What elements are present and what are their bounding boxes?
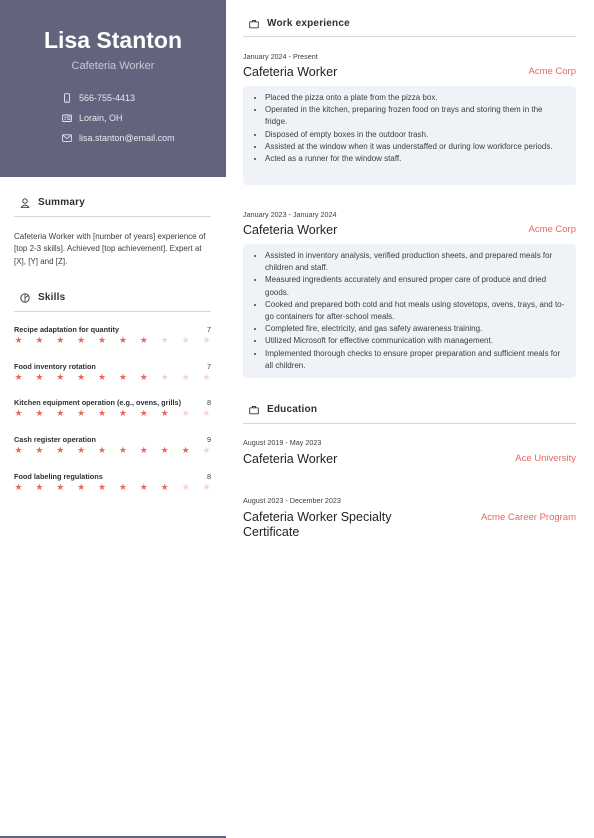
star-filled-icon: ★ xyxy=(14,372,23,382)
star-filled-icon: ★ xyxy=(14,482,23,492)
education-divider xyxy=(243,423,576,424)
star-filled-icon: ★ xyxy=(77,372,86,382)
star-filled-icon: ★ xyxy=(139,445,148,455)
star-filled-icon: ★ xyxy=(160,445,169,455)
star-filled-icon: ★ xyxy=(77,335,86,345)
skill-name: Food labeling regulations xyxy=(14,472,103,481)
star-filled-icon: ★ xyxy=(35,482,44,492)
skill-item xyxy=(14,435,211,461)
education-entry-title: Cafeteria Worker xyxy=(243,452,338,466)
skills-divider xyxy=(14,311,211,312)
email-text: lisa.stanton@email.com xyxy=(79,133,175,143)
skill-stars xyxy=(14,446,211,455)
candidate-title: Cafeteria Worker xyxy=(71,60,155,72)
summary-heading-label: Summary xyxy=(38,197,85,208)
skill-level: 8 xyxy=(206,472,211,481)
star-filled-icon: ★ xyxy=(56,335,65,345)
star-filled-icon: ★ xyxy=(56,482,65,492)
education-heading xyxy=(249,404,317,415)
star-filled-icon: ★ xyxy=(35,335,44,345)
bullet-item: • Completed fire, electricity, and gas safety awareness training. xyxy=(265,323,566,335)
star-filled-icon: ★ xyxy=(98,445,107,455)
star-empty-icon: ★ xyxy=(181,482,190,492)
star-filled-icon: ★ xyxy=(14,335,23,345)
bullet-item: • Operated in the kitchen, preparing frozen food on trays and storing them in the fridge. xyxy=(265,104,566,128)
location-icon xyxy=(62,113,72,123)
star-filled-icon: ★ xyxy=(118,335,127,345)
star-filled-icon: ★ xyxy=(56,408,65,418)
star-filled-icon: ★ xyxy=(118,445,127,455)
skill-item xyxy=(14,472,211,498)
work-entry-bullets xyxy=(243,86,576,185)
work-entry-date: January 2023 - January 2024 xyxy=(243,210,337,219)
skill-stars xyxy=(14,336,211,345)
briefcase-icon xyxy=(249,405,259,415)
work-entry-bullets xyxy=(243,244,576,378)
user-icon xyxy=(20,198,30,208)
education-entry-date: August 2019 - May 2023 xyxy=(243,438,322,447)
bullet-item: • Assisted in inventory analysis, verified production sheets, and prepared meals for children and staff. xyxy=(265,250,566,274)
bullet-item: • Acted as a runner for the window staff. xyxy=(265,153,566,165)
skills-heading-label: Skills xyxy=(38,292,66,303)
skill-level: 7 xyxy=(206,362,211,371)
bullet-item: • Disposed of empty boxes in the outdoor trash. xyxy=(265,129,566,141)
location-text: Lorain, OH xyxy=(79,113,123,123)
star-filled-icon: ★ xyxy=(56,372,65,382)
summary-heading xyxy=(20,197,85,208)
summary-text: Cafeteria Worker with [number of years] experience of [top 2-3 skills]. Achieved [top achievement]. Expert at [X], [Y] and [Z]. xyxy=(14,232,206,266)
star-filled-icon: ★ xyxy=(139,372,148,382)
education-heading-label: Education xyxy=(267,404,318,415)
email-icon xyxy=(62,133,72,143)
skills-icon xyxy=(20,293,30,303)
candidate-name: Lisa Stanton xyxy=(43,27,182,53)
bullet-item: • Implemented thorough checks to ensure proper preparation and sufficient meals for all children. xyxy=(265,348,566,372)
star-filled-icon: ★ xyxy=(35,445,44,455)
star-filled-icon: ★ xyxy=(98,372,107,382)
work-entry-org: Acme Corp xyxy=(528,224,576,235)
contact-location xyxy=(62,111,123,125)
star-empty-icon: ★ xyxy=(181,372,190,382)
skill-name: Kitchen equipment operation (e.g., ovens, grills) xyxy=(14,398,182,407)
star-filled-icon: ★ xyxy=(98,408,107,418)
star-filled-icon: ★ xyxy=(35,372,44,382)
star-empty-icon: ★ xyxy=(202,445,211,455)
skill-name: Recipe adaptation for quantity xyxy=(14,325,120,334)
profile-header xyxy=(0,0,226,177)
star-filled-icon: ★ xyxy=(77,445,86,455)
star-filled-icon: ★ xyxy=(98,482,107,492)
star-empty-icon: ★ xyxy=(202,335,211,345)
education-entry-org: Ace University xyxy=(515,453,576,464)
phone-text: 566-755-4413 xyxy=(79,93,136,103)
skill-stars xyxy=(14,373,211,382)
star-filled-icon: ★ xyxy=(98,335,107,345)
work-heading xyxy=(249,18,350,29)
star-filled-icon: ★ xyxy=(118,372,127,382)
work-entry-org: Acme Corp xyxy=(528,66,576,77)
education-entry-date: August 2023 - December 2023 xyxy=(243,496,341,505)
star-filled-icon: ★ xyxy=(118,482,127,492)
star-filled-icon: ★ xyxy=(181,445,190,455)
left-column xyxy=(0,0,226,838)
star-empty-icon: ★ xyxy=(181,335,190,345)
skills-heading xyxy=(20,292,65,303)
phone-icon xyxy=(62,93,72,103)
bullet-item: • Assisted at the window when it was understaffed or during low workforce periods. xyxy=(265,141,566,153)
star-empty-icon: ★ xyxy=(181,408,190,418)
skill-stars xyxy=(14,409,211,418)
skill-level: 9 xyxy=(206,435,211,444)
bullet-item: • Utilized Microsoft for effective communication with management. xyxy=(265,335,566,347)
star-filled-icon: ★ xyxy=(139,408,148,418)
star-filled-icon: ★ xyxy=(160,408,169,418)
skill-level: 7 xyxy=(206,325,211,334)
star-filled-icon: ★ xyxy=(56,445,65,455)
star-filled-icon: ★ xyxy=(14,408,23,418)
bullet-item: • Cooked and prepared both cold and hot meals using stovetops, ovens, trays, and to-go containers for after-school meals. xyxy=(265,299,566,323)
contact-phone xyxy=(62,91,135,105)
star-filled-icon: ★ xyxy=(77,408,86,418)
work-entry-title: Cafeteria Worker xyxy=(243,223,338,237)
briefcase-icon xyxy=(249,19,259,29)
skill-name: Food inventory rotation xyxy=(14,362,96,371)
star-filled-icon: ★ xyxy=(139,335,148,345)
star-empty-icon: ★ xyxy=(202,482,211,492)
star-filled-icon: ★ xyxy=(139,482,148,492)
work-heading-label: Work experience xyxy=(267,18,350,29)
skill-stars xyxy=(14,483,211,492)
star-filled-icon: ★ xyxy=(14,445,23,455)
skill-name: Cash register operation xyxy=(14,435,96,444)
skill-level: 8 xyxy=(206,398,211,407)
skill-item xyxy=(14,398,211,424)
education-entry-title: Cafeteria Worker Specialty Certificate xyxy=(243,510,392,539)
star-empty-icon: ★ xyxy=(160,372,169,382)
bullet-item: • Measured ingredients accurately and ensured proper care of produce and dried goods. xyxy=(265,274,566,298)
work-entry-title: Cafeteria Worker xyxy=(243,65,338,79)
star-empty-icon: ★ xyxy=(202,372,211,382)
star-filled-icon: ★ xyxy=(35,408,44,418)
work-entry-date: January 2024 - Present xyxy=(243,52,318,61)
contact-email xyxy=(62,131,175,145)
bullet-item: • Placed the pizza onto a plate from the pizza box. xyxy=(265,92,566,104)
star-filled-icon: ★ xyxy=(77,482,86,492)
skill-item xyxy=(14,325,211,351)
star-empty-icon: ★ xyxy=(202,408,211,418)
star-empty-icon: ★ xyxy=(160,335,169,345)
skill-item xyxy=(14,362,211,388)
education-entry-org: Acme Career Program xyxy=(480,512,576,523)
star-filled-icon: ★ xyxy=(160,482,169,492)
summary-divider xyxy=(14,216,211,217)
work-divider xyxy=(243,36,576,37)
star-filled-icon: ★ xyxy=(118,408,127,418)
